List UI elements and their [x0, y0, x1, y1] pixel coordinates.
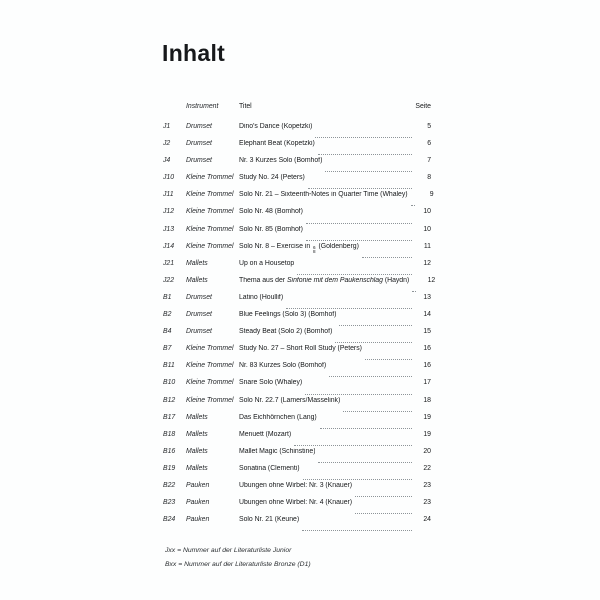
title-text: Latino (Houllif)	[239, 293, 284, 301]
row-instrument: Drumset	[186, 123, 212, 130]
table-row	[163, 174, 431, 191]
title-text: Thema aus der	[239, 276, 287, 284]
row-page: 10	[423, 208, 431, 216]
row-id: B16	[163, 447, 176, 455]
title-text: Nr. 3 Kurzes Solo (Bomhof)	[239, 157, 323, 165]
table-row	[163, 260, 431, 277]
dot-leader	[306, 240, 412, 241]
title-text: Elephant Beat (Kopetzki)	[239, 140, 315, 148]
table-row	[163, 397, 431, 414]
row-title	[239, 174, 305, 181]
row-instrument: Mallets	[186, 447, 208, 455]
title-text: Solo Nr. 22.7 (Lamers/Masselink)	[239, 396, 341, 404]
row-title	[239, 362, 326, 369]
time-signature-fraction: 6 8	[313, 244, 316, 255]
row-instrument: Drumset	[186, 293, 212, 301]
row-instrument: Drumset	[186, 140, 212, 148]
row-page: 9	[429, 191, 434, 199]
row-page: 5	[427, 123, 431, 130]
dot-leader	[306, 223, 412, 224]
row-page: 16	[423, 362, 431, 370]
row-id: B18	[163, 430, 176, 438]
row-id: B19	[163, 464, 176, 472]
row-id: B7	[163, 345, 172, 353]
dot-leader	[362, 257, 412, 258]
title-text: Das Eichhörnchen (Lang)	[239, 413, 317, 421]
table-row	[163, 499, 431, 516]
row-page: 24	[423, 516, 431, 524]
title-italic-segment: Sinfonie mit dem Paukenschlag	[286, 276, 383, 284]
row-title	[239, 226, 303, 233]
title-text: Snare Solo (Whaley)	[239, 379, 303, 387]
row-id: J11	[163, 191, 174, 199]
row-page: 22	[423, 464, 431, 472]
row-id: B4	[163, 328, 172, 336]
row-instrument: Drumset	[186, 311, 212, 319]
row-instrument: Drumset	[186, 157, 212, 165]
row-title	[239, 379, 302, 386]
row-page: 7	[427, 157, 431, 165]
row-page: 12	[423, 259, 431, 267]
row-id: J2	[163, 140, 171, 148]
dot-leader	[308, 188, 412, 189]
row-instrument: Kleine Trommel	[186, 242, 234, 250]
title-text: Solo Nr. 21 (Keune)	[239, 516, 300, 524]
title-text: Dino's Dance (Kopetzki)	[239, 123, 313, 130]
table-row	[163, 311, 431, 328]
table-row	[163, 379, 431, 396]
row-title	[239, 311, 336, 318]
table-row	[163, 276, 436, 294]
row-instrument: Mallets	[186, 464, 208, 472]
dot-leader	[329, 376, 412, 377]
dot-leader	[318, 154, 412, 155]
row-page: 10	[423, 225, 431, 233]
row-page: 16	[423, 345, 431, 353]
dot-leader	[335, 342, 412, 343]
title-text: Study No. 24 (Peters)	[239, 174, 305, 182]
row-id: B24	[163, 516, 176, 524]
row-instrument: Mallets	[186, 413, 208, 421]
title-text: Mallet Magic (Schinstine)	[239, 447, 316, 455]
row-title	[239, 397, 340, 404]
row-instrument: Kleine Trommel	[186, 225, 234, 233]
row-page: 23	[423, 481, 431, 489]
table-row	[163, 294, 431, 311]
table-rows	[163, 123, 436, 533]
row-title	[239, 208, 303, 215]
title-text: Übungen ohne Wirbel: Nr. 4 (Knauer)	[239, 499, 353, 507]
table-row	[163, 448, 431, 465]
row-instrument: Kleine Trommel	[186, 174, 234, 182]
row-page: 19	[423, 413, 431, 421]
table-row	[163, 226, 431, 243]
row-title	[239, 191, 408, 198]
row-id: B11	[163, 362, 175, 370]
row-id: B23	[163, 499, 176, 507]
dot-leader	[355, 513, 412, 514]
row-instrument: Pauken	[186, 481, 210, 489]
table-row	[163, 431, 431, 448]
row-id: J4	[163, 157, 171, 165]
row-title	[239, 140, 315, 147]
row-page: 17	[423, 379, 431, 387]
table-row	[163, 157, 431, 174]
row-page: 19	[423, 430, 431, 438]
row-page: 12	[427, 276, 436, 284]
row-title	[239, 345, 362, 352]
row-page: 20	[423, 447, 431, 455]
contents-table	[163, 103, 436, 533]
row-id: B2	[163, 311, 172, 319]
dot-leader	[297, 274, 412, 275]
dot-leader	[305, 394, 412, 395]
title-text: Study No. 27 – Short Roll Study (Peters)	[239, 345, 362, 353]
row-id: J1	[163, 123, 171, 130]
title-text: (Goldenberg)	[316, 242, 359, 250]
table-row	[163, 123, 431, 140]
title-text: Nr. 83 Kurzes Solo (Bomhof)	[239, 362, 327, 370]
table-row	[163, 516, 431, 533]
row-title	[239, 431, 291, 438]
dot-leader	[411, 205, 415, 206]
row-id: J21	[163, 259, 175, 267]
table-row	[163, 482, 431, 499]
dot-leader	[365, 359, 412, 360]
title-text: Steady Beat (Solo 2) (Bomhof)	[239, 328, 333, 336]
row-instrument: Kleine Trommel	[186, 396, 234, 404]
header-instrument: Instrument	[186, 103, 219, 110]
row-id: J13	[163, 225, 175, 233]
table-row	[163, 328, 431, 345]
title-text: Blue Feelings (Solo 3) (Bomhof)	[239, 311, 337, 319]
row-instrument: Mallets	[186, 276, 208, 284]
row-id: J14	[163, 242, 175, 250]
row-title	[239, 499, 352, 506]
dot-leader	[286, 308, 412, 309]
row-page: 11	[423, 242, 431, 250]
row-title	[239, 277, 409, 284]
row-title	[239, 260, 294, 267]
row-title	[239, 482, 352, 489]
row-page: 13	[423, 293, 431, 301]
dot-leader	[339, 325, 412, 326]
row-title	[239, 243, 359, 255]
row-id: B12	[163, 396, 176, 404]
table-row	[163, 140, 431, 157]
row-id: B17	[163, 413, 176, 421]
row-title	[239, 157, 322, 164]
table-row	[163, 414, 431, 431]
table-row	[163, 191, 434, 208]
dot-leader	[320, 428, 412, 429]
row-instrument: Mallets	[186, 430, 208, 438]
row-id: J22	[163, 276, 175, 284]
row-page: 18	[423, 396, 431, 404]
row-id: J10	[163, 174, 175, 182]
row-page: 23	[423, 499, 431, 507]
table-row	[163, 345, 431, 362]
page-title: Inhalt	[162, 40, 226, 66]
dot-leader	[355, 496, 412, 497]
header-titel: Titel	[239, 103, 252, 110]
table-row	[163, 208, 431, 225]
footnote-junior: Jxx = Nummer auf der Literaturliste Junior	[165, 547, 292, 554]
title-text: Solo Nr. 21 – Sixteenth-Notes in Quarter Time (Whaley)	[239, 191, 408, 199]
dot-leader	[303, 479, 412, 480]
row-title	[239, 414, 317, 421]
row-id: B1	[163, 293, 172, 301]
row-page: 6	[427, 140, 431, 148]
dot-leader	[318, 462, 412, 463]
header-seite: Seite	[415, 103, 431, 110]
row-instrument: Kleine Trommel	[186, 191, 234, 199]
footnotes	[165, 544, 311, 571]
row-page: 8	[427, 174, 431, 182]
row-instrument: Pauken	[186, 516, 210, 524]
title-text: Übungen ohne Wirbel: Nr. 3 (Knauer)	[239, 481, 353, 489]
row-title	[239, 465, 300, 472]
table-row	[163, 465, 431, 482]
row-instrument: Kleine Trommel	[186, 345, 234, 353]
dot-leader	[302, 530, 412, 531]
dot-leader	[294, 445, 412, 446]
row-id: J12	[163, 208, 175, 216]
row-id: B10	[163, 379, 176, 387]
dot-leader	[412, 291, 416, 292]
row-instrument: Mallets	[186, 259, 208, 267]
row-title	[239, 123, 312, 130]
row-page: 15	[423, 328, 431, 336]
row-title	[239, 516, 299, 523]
title-text: Solo Nr. 48 (Bomhof)	[239, 208, 303, 216]
title-text: Menuett (Mozart)	[239, 430, 292, 438]
table-row	[163, 362, 431, 379]
title-text: Solo Nr. 85 (Bomhof)	[239, 225, 303, 233]
row-id: B22	[163, 481, 176, 489]
title-text: Up on a Housetop	[239, 259, 295, 267]
row-instrument: Pauken	[186, 499, 210, 507]
row-instrument: Kleine Trommel	[186, 208, 234, 216]
dot-leader	[315, 137, 412, 138]
title-text: (Haydn)	[382, 276, 410, 284]
row-title	[239, 328, 332, 335]
row-instrument: Drumset	[186, 328, 212, 336]
row-instrument: Kleine Trommel	[186, 379, 234, 387]
row-title	[239, 294, 283, 301]
row-title	[239, 448, 315, 455]
title-text: Solo Nr. 8 – Exercise in	[239, 242, 313, 250]
dot-leader	[325, 171, 412, 172]
table-header-row	[163, 103, 431, 119]
footnote-bronze: Bxx = Nummer auf der Literaturliste Bronze (D1)	[165, 560, 311, 568]
dot-leader	[343, 411, 412, 412]
row-page: 14	[423, 311, 431, 319]
table-row	[163, 243, 431, 260]
row-instrument: Kleine Trommel	[186, 362, 234, 370]
title-text: Sonatina (Clementi)	[239, 464, 300, 472]
